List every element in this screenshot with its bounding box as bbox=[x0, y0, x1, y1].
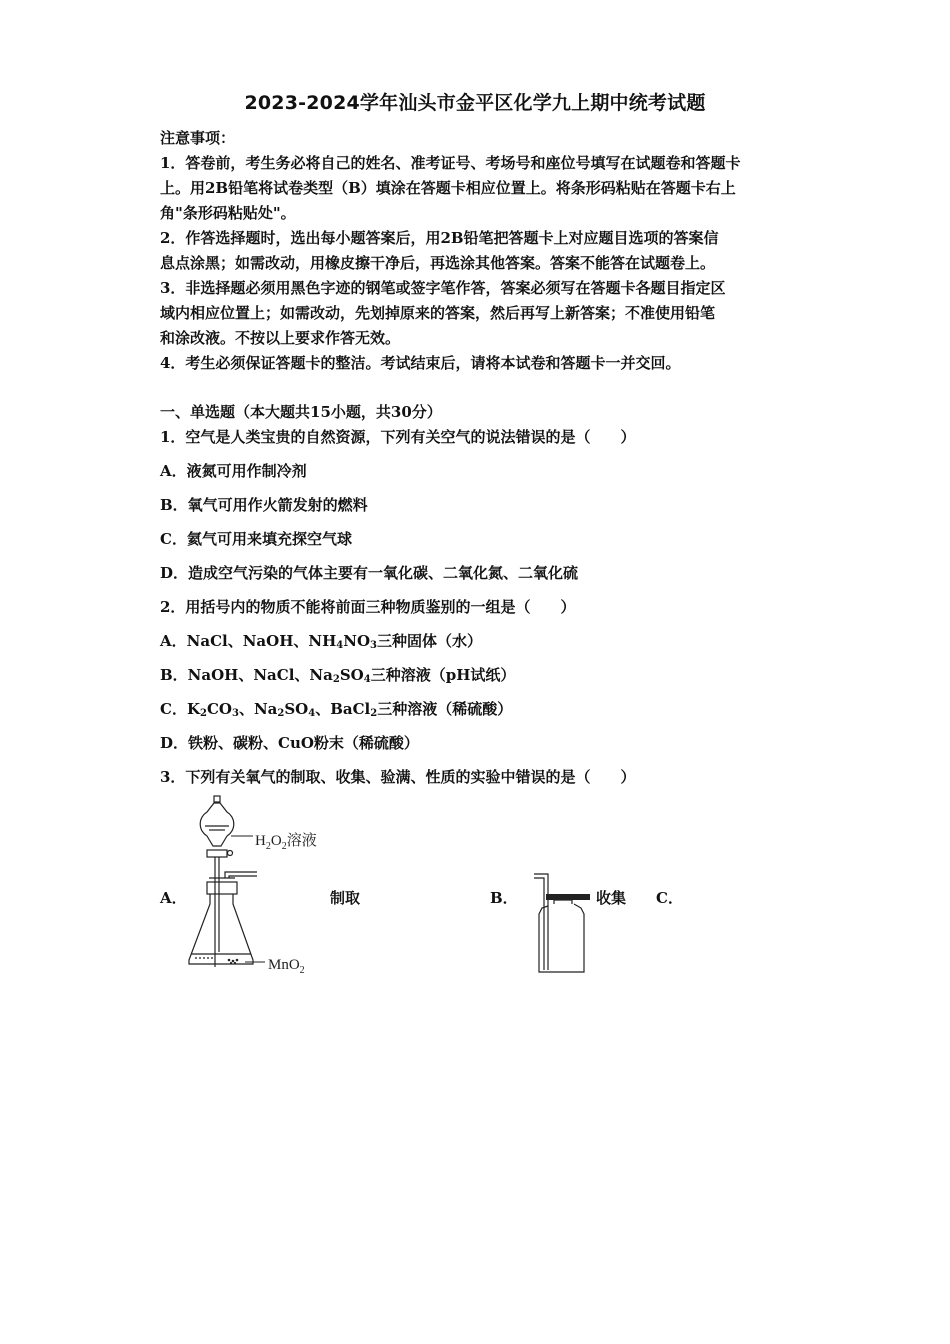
formula-text: A．NaCl、NaOH、NH bbox=[160, 632, 337, 650]
figure-b-caption: 收集 bbox=[596, 889, 627, 907]
question-1-option-b: B．氧气可用作火箭发射的燃料 bbox=[160, 496, 368, 514]
option-text: 三种固体（水） bbox=[376, 632, 482, 650]
notice-line: 1．答卷前，考生务必将自己的姓名、准考证号、考场号和座位号填写在试题卷和答题卡 bbox=[160, 154, 741, 172]
question-2-option-b bbox=[160, 665, 800, 685]
subscript: 3 bbox=[231, 708, 239, 719]
formula-text: 、Na bbox=[238, 700, 278, 718]
question-1-option-d: D．造成空气污染的气体主要有一氧化碳、二氧化氮、二氧化硫 bbox=[160, 564, 579, 582]
option-text: 三种溶液（稀硫酸） bbox=[377, 700, 513, 718]
notice-line: 3．非选择题必须用黑色字迹的钢笔或签字笔作答，答案必须写在答题卡各题目指定区 bbox=[160, 279, 726, 297]
formula-text: B．NaOH、NaCl、Na bbox=[160, 666, 333, 684]
subscript: 4 bbox=[363, 674, 371, 685]
notice-line: 上。用2B铅笔将试卷类型（B）填涂在答题卡相应位置上。将条形码粘贴在答题卡右上 bbox=[160, 179, 736, 197]
formula-text: CO bbox=[206, 700, 232, 718]
figure-a-caption: 制取 bbox=[330, 889, 361, 907]
question-1-option-a: A．液氮可用作制冷剂 bbox=[160, 462, 307, 480]
flask-label: MnO$_2$ bbox=[268, 957, 305, 976]
question-2-option-c bbox=[160, 699, 800, 719]
figure-b-collecting-bottle bbox=[532, 868, 594, 976]
question-2-option-d: D．铁粉、碳粉、CuO粉末（稀硫酸） bbox=[160, 734, 419, 752]
question-2-option-a bbox=[160, 631, 800, 651]
notice-line: 和涂改液。不按以上要求作答无效。 bbox=[160, 329, 401, 347]
subscript: 2 bbox=[370, 708, 378, 719]
figure-a-apparatus bbox=[185, 792, 335, 984]
notice-heading: 注意事项： bbox=[160, 129, 236, 147]
formula-text: SO bbox=[339, 666, 364, 684]
notice-line: 4．考生必须保证答题卡的整洁。考试结束后，请将本试卷和答题卡一并交回。 bbox=[160, 354, 681, 372]
formula-text: C．K bbox=[160, 700, 200, 718]
question-1-stem: 1．空气是人类宝贵的自然资源，下列有关空气的说法错误的是（ ） bbox=[160, 428, 636, 446]
glass-plate bbox=[546, 894, 590, 900]
question-3-option-a-label: A． bbox=[160, 889, 187, 907]
question-3-stem: 3．下列有关氧气的制取、收集、验满、性质的实验中错误的是（ ） bbox=[160, 768, 636, 786]
formula-text: NO bbox=[343, 632, 371, 650]
question-3-option-b-label: B． bbox=[490, 889, 518, 907]
question-2-stem: 2．用括号内的物质不能将前面三种物质鉴别的一组是（ ） bbox=[160, 598, 576, 616]
subscript: 4 bbox=[336, 640, 344, 651]
funnel-label: $H_2O_2$溶液 bbox=[255, 831, 317, 852]
section-heading: 一、单选题（本大题共15小题，共30分） bbox=[160, 403, 442, 421]
notice-line: 角"条形码粘贴处"。 bbox=[160, 204, 296, 222]
question-3-option-c-label: C． bbox=[656, 889, 683, 907]
formula-text: SO bbox=[284, 700, 309, 718]
subscript: 4 bbox=[308, 708, 316, 719]
subscript: 2 bbox=[277, 708, 285, 719]
notice-line: 2．作答选择题时，选出每小题答案后，用2B铅笔把答题卡上对应题目选项的答案信 bbox=[160, 229, 719, 247]
question-1-option-c: C．氦气可用来填充探空气球 bbox=[160, 530, 352, 548]
page-title: 2023-2024学年汕头市金平区化学九上期中统考试题 bbox=[244, 92, 706, 114]
formula-text: 、BaCl bbox=[315, 700, 371, 718]
notice-line: 域内相应位置上；如需改动，先划掉原来的答案，然后再写上新答案；不准使用铅笔 bbox=[160, 304, 716, 322]
notice-line: 息点涂黑；如需改动，用橡皮擦干净后，再选涂其他答案。答案不能答在试题卷上。 bbox=[160, 254, 716, 272]
option-text: 三种溶液（pH试纸） bbox=[370, 666, 516, 684]
subscript: 3 bbox=[370, 640, 377, 651]
subscript: 2 bbox=[332, 674, 340, 685]
subscript: 2 bbox=[199, 708, 207, 719]
